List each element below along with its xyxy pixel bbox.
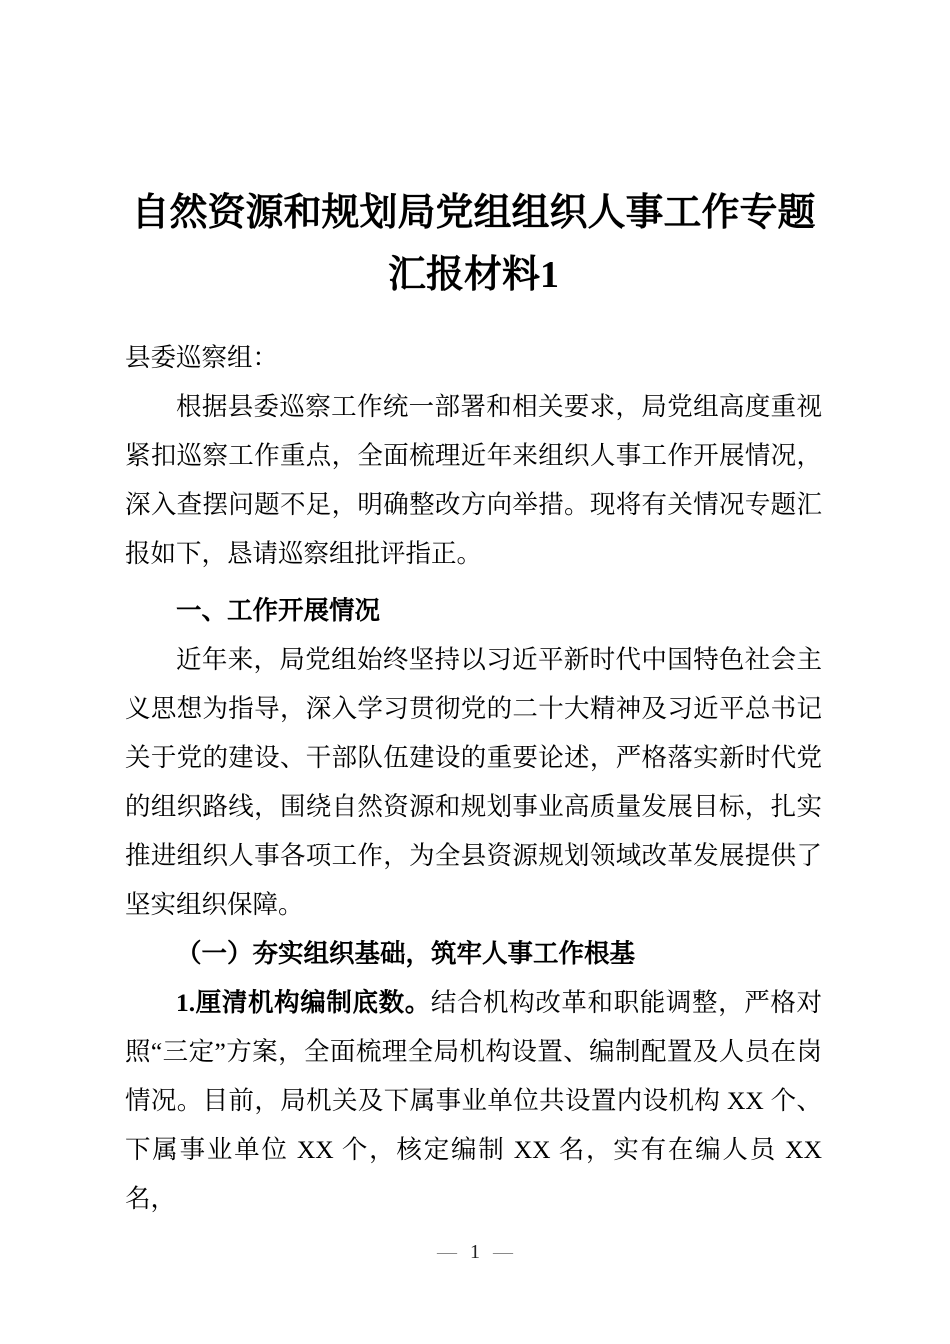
section-1-paragraph: 近年来，局党组始终坚持以习近平新时代中国特色社会主义思想为指导，深入学习贯彻党的二十大精神及习近平总书记关于党的建设、干部队伍建设的重要论述，严格落实新时代党的组织路线，围绕自然资源和规划事业高质量发展目标，扎实推进组织人事各项工作，为全县资源规划领域改革发展提供了坚实组织保障。 xyxy=(125,645,822,919)
document-title: 自然资源和规划局党组组织人事工作专题汇报材料1 xyxy=(131,192,816,296)
page-footer xyxy=(0,1238,950,1266)
item-1-lead-sentence: 1.厘清机构编制底数。 xyxy=(176,988,431,1017)
page-number: 1 xyxy=(470,1241,480,1263)
intro-paragraph: 根据县委巡察工作统一部署和相关要求，局党组高度重视紧扣巡察工作重点，全面梳理近年来组织人事工作开展情况，深入查摆问题不足，明确整改方向举措。现将有关情况专题汇报如下，恳请巡察组批评指正。 xyxy=(125,392,822,568)
salutation-line: 县委巡察组： xyxy=(125,343,279,372)
footer-dash-right: — xyxy=(493,1241,513,1263)
subsection-1-heading: （一）夯实组织基础，筑牢人事工作根基 xyxy=(176,939,636,968)
page-content xyxy=(125,0,822,1223)
section-1-heading: 一、工作开展情况 xyxy=(176,596,381,625)
item-1-paragraph xyxy=(125,978,822,1223)
item-1-body-text: 结合机构改革和职能调整，严格对照“三定”方案，全面梳理全局机构设置、编制配置及人员在岗情况。目前，局机关及下属事业单位共设置内设机构 XX 个、下属事业单位 XX 个，核定编制 XX 名，实有在编人员 XX 名， xyxy=(125,988,822,1213)
footer-dash-left: — xyxy=(437,1241,457,1263)
